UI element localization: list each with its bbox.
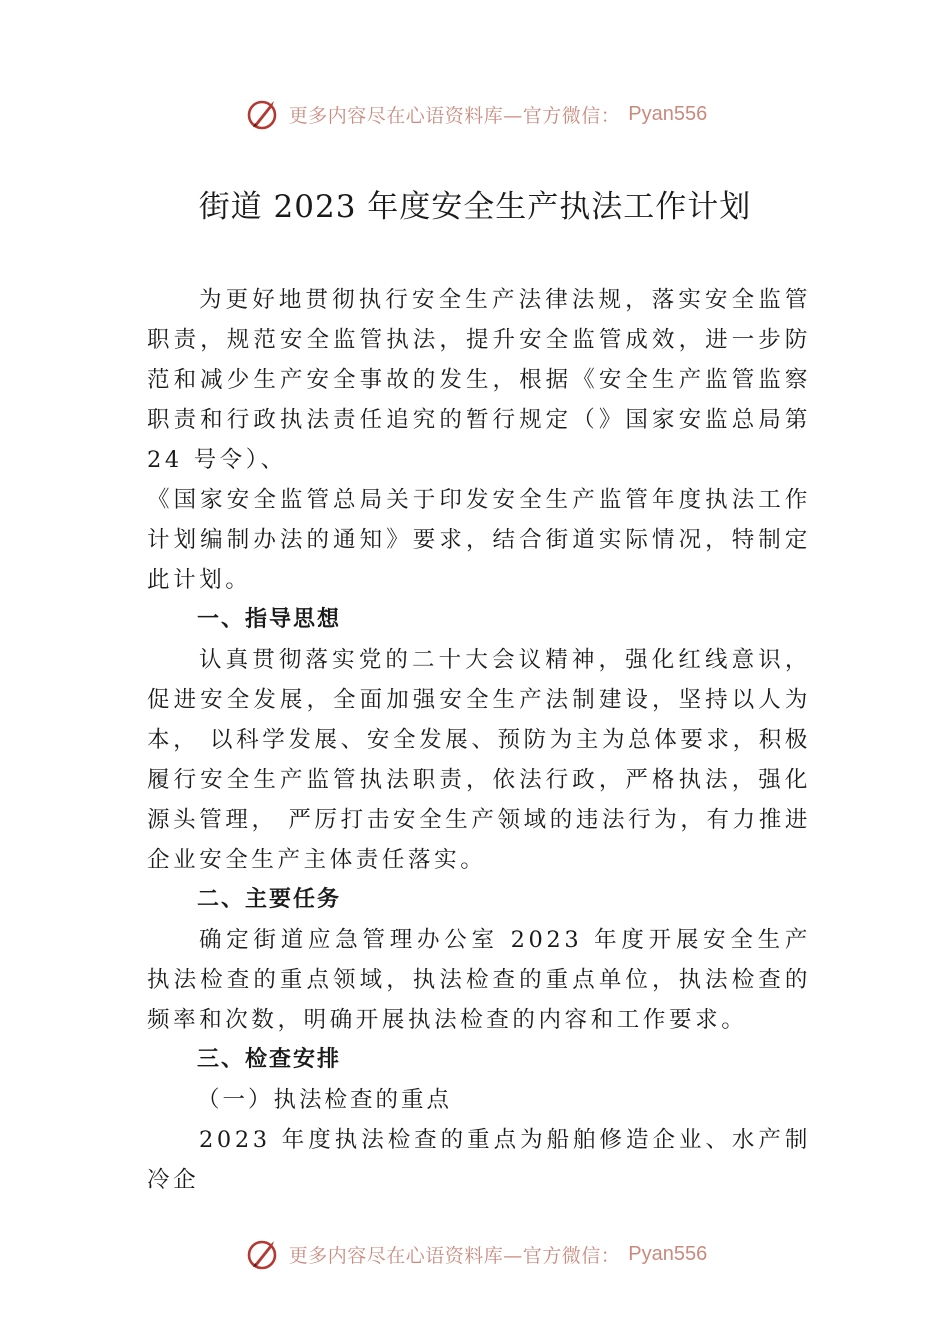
section-heading-main-tasks: 二、主要任务 [197, 887, 342, 912]
watermark-header [0, 92, 950, 136]
section-paragraph-inspection-focus: 2023 年度执法检查的重点为船舶修造企业、水产制冷企 [147, 1127, 811, 1193]
intro-paragraph: 为更好地贯彻执行安全生产法律法规，落实安全监管职责，规范安全监管执法，提升安全监管成效，进一步防范和减少生产安全事故的发生，根据《安全生产监管监察职责和行政执法责任追究的暂行规定（》国家安监总局第 24 号令）、 [147, 287, 811, 473]
quill-pen-logo-icon [243, 1234, 283, 1274]
document-title: 街道 2023 年度安全生产执法工作计划 [198, 189, 752, 225]
section-paragraph-main-tasks: 确定街道应急管理办公室 2023 年度开展安全生产执法检查的重点领域，执法检查的重点单位，执法检查的频率和次数，明确开展执法检查的内容和工作要求。 [147, 927, 811, 1033]
watermark-wechat-id: Pyan556 [628, 102, 708, 125]
section-heading-inspection-arrangement: 三、检查安排 [197, 1047, 342, 1072]
document-body [147, 280, 811, 1200]
section-paragraph-guiding-ideology: 认真贯彻落实党的二十大会议精神，强化红线意识，促进安全发展，全面加强安全生产法制建设，坚持以人为本， 以科学发展、安全发展、预防为主为总体要求，积极履行安全生产监管执法职责，依法行政，严格执法，强化源头管理， 严厉打击安全生产领域的违法行为，有力推进企业安全生产主体责任落实。 [147, 647, 811, 873]
watermark-wechat-id: Pyan556 [628, 1242, 708, 1265]
section-heading-guiding-ideology: 一、指导思想 [197, 607, 342, 632]
quill-pen-logo-icon [243, 94, 283, 134]
watermark-text: 更多内容尽在心语资料库—官方微信： [288, 104, 621, 127]
watermark-footer [0, 1232, 950, 1276]
intro-paragraph-continued: 《国家安全监管总局关于印发安全生产监管年度执法工作计划编制办法的通知》要求，结合街道实际情况，特制定此计划。 [147, 487, 811, 593]
subsection-heading-inspection-focus: （一）执法检查的重点 [197, 1087, 453, 1113]
watermark-text: 更多内容尽在心语资料库—官方微信： [288, 1244, 621, 1267]
